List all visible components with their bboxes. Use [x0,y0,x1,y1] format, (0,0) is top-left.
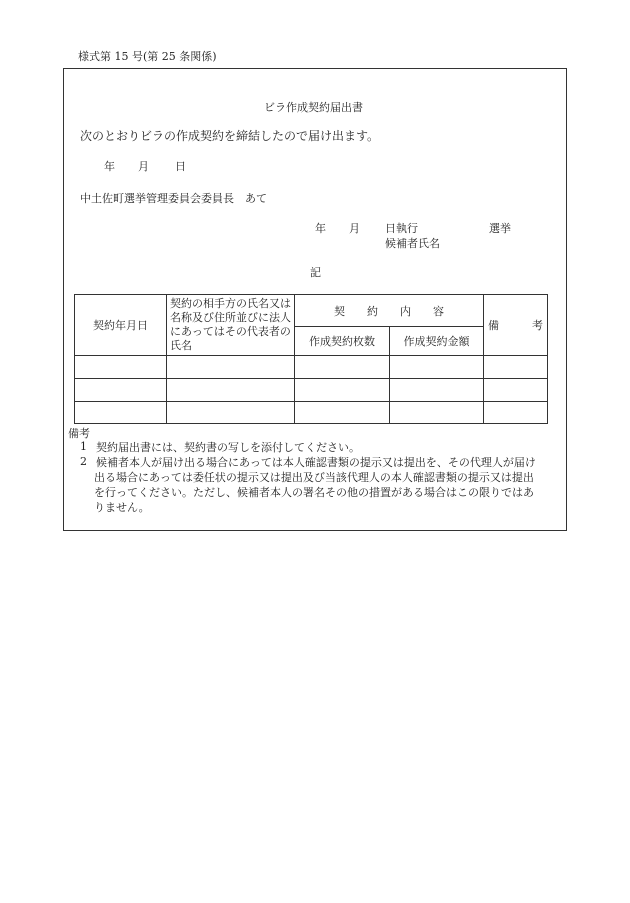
cell-count[interactable] [295,379,390,402]
date-day: 日 [175,160,186,173]
note-line: 契約届出書には、契約書の写しを添付してください。 [96,441,360,454]
cell-date[interactable] [75,356,167,379]
contract-table [74,294,548,424]
note-line: りません。 [94,501,150,514]
election-label: 選挙 [489,222,511,235]
date-month: 月 [138,160,149,173]
note-number: 1 [80,440,87,453]
note-line: 出る場合にあっては委任状の提示又は提出及び当該代理人の本人確認書類の提示又は提出 [94,471,534,484]
election-year: 年 [315,222,326,235]
cell-party[interactable] [167,379,295,402]
note-line: 候補者本人が届け出る場合にあっては本人確認書類の提示又は提出を、その代理人が届け [96,456,536,469]
cell-count[interactable] [295,402,390,424]
cell-count[interactable] [295,356,390,379]
form-number: 様式第 15 号(第 25 条関係) [78,50,217,63]
ki-label: 記 [310,266,321,279]
note-text [96,440,360,455]
election-day-exec: 日執行 [385,222,418,235]
cell-date[interactable] [75,402,167,424]
date-year: 年 [104,160,115,173]
cell-remarks[interactable] [484,379,548,402]
note-text [96,455,536,515]
header-count: 作成契約枚数 [295,327,390,356]
cell-amount[interactable] [390,402,484,424]
addressee: 中土佐町選挙管理委員会委員長 あて [80,192,267,205]
cell-amount[interactable] [390,379,484,402]
note-number: 2 [80,455,87,468]
intro-text: 次のとおりビラの作成契約を締結したので届け出ます。 [80,129,380,143]
election-month: 月 [349,222,360,235]
header-amount: 作成契約金額 [390,327,484,356]
candidate-name-label: 候補者氏名 [385,237,440,250]
header-contract-content: 契 約 内 容 [295,295,484,327]
note-line: を行ってください。ただし、候補者本人の署名その他の措置がある場合はこの限りではあ [94,486,534,499]
cell-party[interactable] [167,356,295,379]
header-contract-party: 契約の相手方の氏名又は名称及び住所並びに法人にあってはその代表者の氏名 [167,295,295,356]
cell-remarks[interactable] [484,402,548,424]
cell-remarks[interactable] [484,356,548,379]
header-contract-date: 契約年月日 [75,295,167,356]
cell-amount[interactable] [390,356,484,379]
cell-date[interactable] [75,379,167,402]
table-row [75,379,548,402]
table-row [75,356,548,379]
header-remarks: 備 考 [484,295,548,356]
table-row [75,402,548,424]
cell-party[interactable] [167,402,295,424]
form-title: ビラ作成契約届出書 [264,101,363,114]
notes-heading: 備考 [68,427,90,440]
